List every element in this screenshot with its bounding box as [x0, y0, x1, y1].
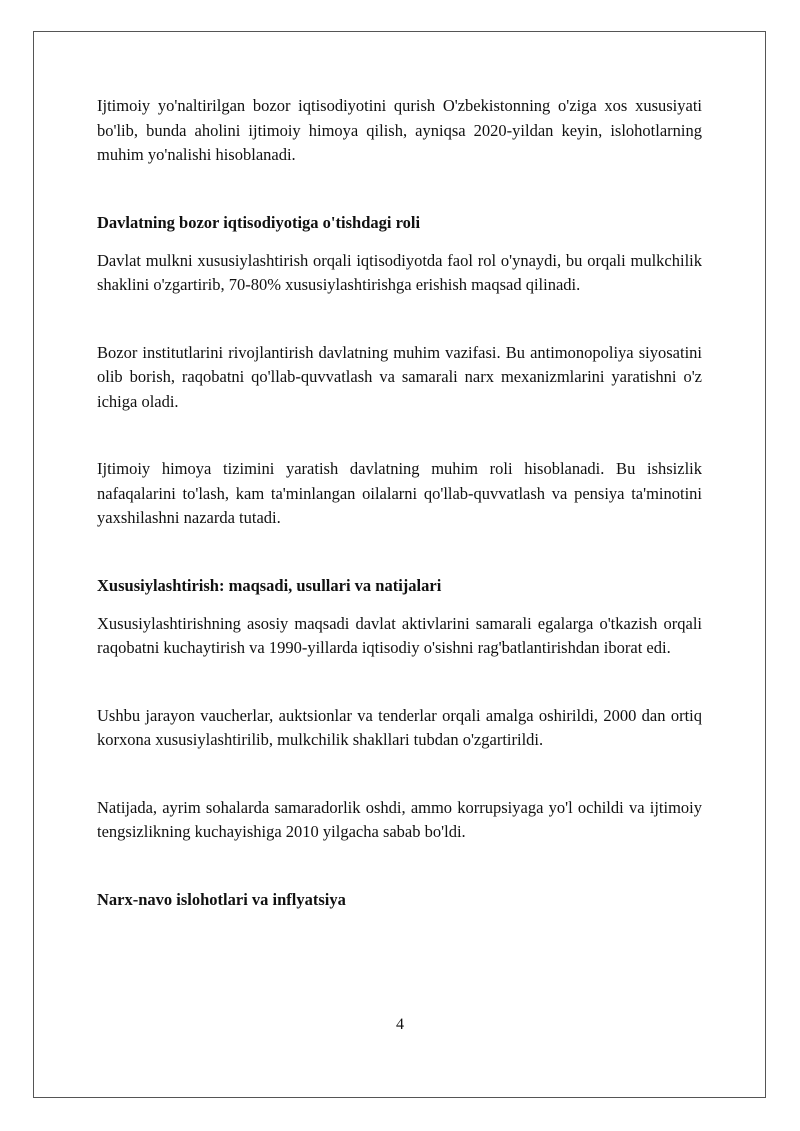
paragraph-intro: Ijtimoiy yo'naltirilgan bozor iqtisodiyotini qurish O'zbekistonning o'ziga xos xususiyati bo'lib, bunda aholini ijtimoiy himoya qilish, ayniqsa 2020-yildan keyin, islohotlarning muhim yo'nalishi hisoblanadi. [97, 96, 702, 164]
heading-price-reforms: Narx-navo islohotlari va inflyatsiya [97, 889, 346, 909]
paragraph-privatization-goal: Xususiylashtirishning asosiy maqsadi davlat aktivlarini samarali egalarga o'tkazish orqali raqobatni kuchaytirish va 1990-yillarda iqtisodiy o'sishni rag'batlantirishdan iborat edi. [97, 613, 702, 657]
heading-privatization: Xususiylashtirish: maqsadi, usullari va natijalari [97, 575, 442, 595]
paragraph-privatization-role: Davlat mulkni xususiylashtirish orqali iqtisodiyotda faol rol o'ynaydi, bu orqali mulkchilik shaklini o'zgartirib, 70-80% xususiylashtirishga erishish maqsad qilinadi. [97, 250, 702, 294]
paragraph-market-institutions: Bozor institutlarini rivojlantirish davlatning muhim vazifasi. Bu antimonopoliya siyosatini olib borish, raqobatni qo'llab-quvvatlash va samarali narx mexanizmlarini yaratishni o'z ichiga oladi. [97, 342, 702, 411]
paragraph-social-protection: Ijtimoiy himoya tizimini yaratish davlatning muhim roli hisoblanadi. Bu ishsizlik nafaqalarini to'lash, kam ta'minlangan oilalarni qo'llab-quvvatlash va pensiya ta'minotini yaxshilashni nazarda tutadi. [97, 459, 702, 527]
paragraph-privatization-methods: Ushbu jarayon vaucherlar, auktsionlar va tenderlar orqali amalga oshirildi, 2000 dan ortiq korxona xususiylashtirilib, mulkchilik shakllari tubdan o'zgartirildi. [97, 705, 702, 749]
document-body [97, 94, 702, 926]
page-number: 4 [396, 1016, 404, 1033]
paragraph-privatization-results: Natijada, ayrim sohalarda samaradorlik oshdi, ammo korrupsiyaga yo'l ochildi va ijtimoiy tengsizlikning kuchayishiga 2010 yilgacha sabab bo'ldi. [97, 797, 702, 841]
heading-state-role: Davlatning bozor iqtisodiyotiga o'tishdagi roli [97, 212, 421, 232]
